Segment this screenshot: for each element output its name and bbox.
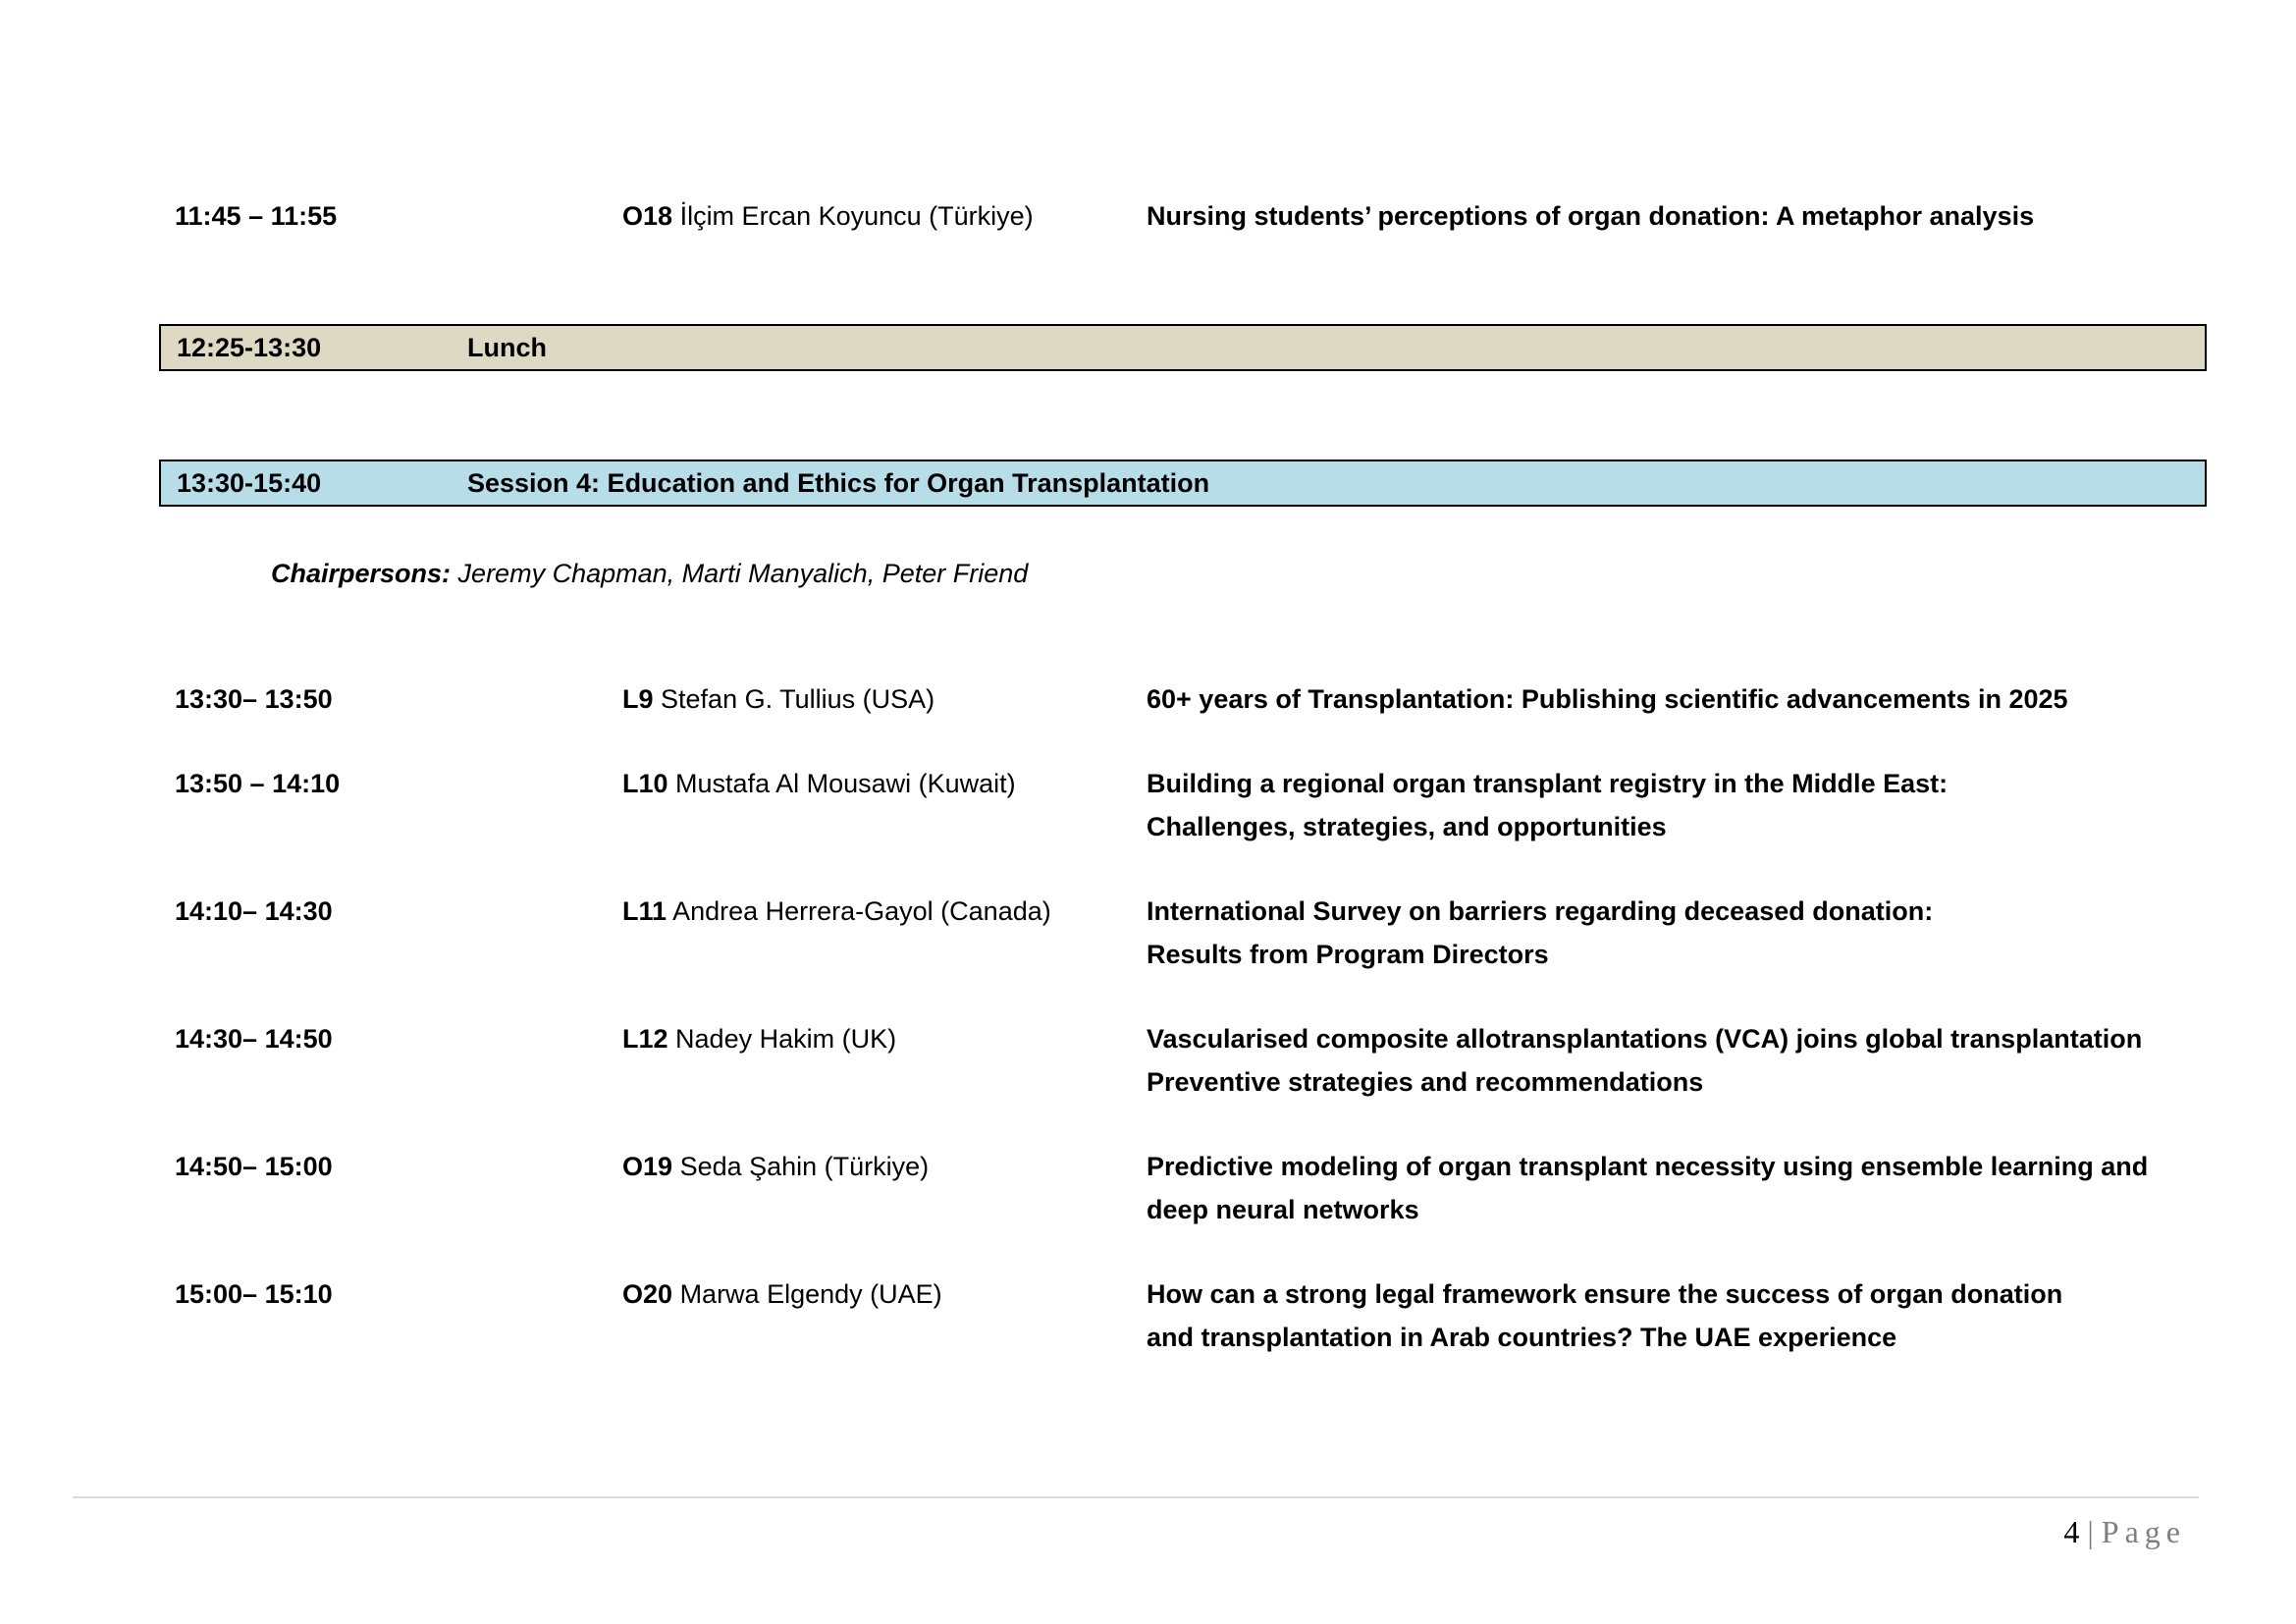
page-word: Page bbox=[2101, 1514, 2186, 1549]
item-speaker bbox=[622, 677, 934, 721]
presentation-code: O19 bbox=[622, 1152, 673, 1181]
speaker-name: Seda Şahin (Türkiye) bbox=[679, 1152, 930, 1181]
title-line: 60+ years of Transplantation: Publishing scientific advancements in 2025 bbox=[1147, 684, 2068, 714]
item-title bbox=[1147, 677, 2068, 721]
item-title bbox=[1147, 1272, 2062, 1359]
item-title bbox=[1147, 194, 2034, 238]
presentation-code: L11 bbox=[622, 896, 667, 926]
title-line: International Survey on barriers regarding deceased donation: bbox=[1147, 896, 1934, 926]
presentation-code: L9 bbox=[622, 684, 654, 714]
title-line: Nursing students’ perceptions of organ donation: A metaphor analysis bbox=[1147, 201, 2035, 231]
item-title bbox=[1147, 1017, 2142, 1104]
item-title bbox=[1147, 1145, 2148, 1231]
speaker-name: Stefan G. Tullius (USA) bbox=[661, 684, 935, 714]
item-time: 14:50– 15:00 bbox=[175, 1152, 333, 1181]
item-speaker bbox=[622, 1272, 942, 1316]
title-line: Building a regional organ transplant registry in the Middle East: bbox=[1147, 769, 1949, 798]
programme-item bbox=[0, 677, 2296, 721]
chairpersons-names: Jeremy Chapman, Marti Manyalich, Peter Friend bbox=[451, 559, 1029, 588]
speaker-name: İlçim Ercan Koyuncu (Türkiye) bbox=[679, 201, 1034, 231]
session-band bbox=[159, 460, 2207, 507]
chairpersons-label: Chairpersons: bbox=[271, 559, 452, 588]
page-number bbox=[2063, 1510, 2186, 1553]
chairpersons-line bbox=[271, 552, 1028, 595]
title-line: Vascularised composite allotransplantations (VCA) joins global transplantation bbox=[1147, 1024, 2143, 1054]
programme-item bbox=[0, 890, 2296, 969]
presentation-code: O20 bbox=[622, 1279, 673, 1309]
speaker-name: Mustafa Al Mousawi (Kuwait) bbox=[675, 769, 1016, 798]
speaker-name: Marwa Elgendy (UAE) bbox=[679, 1279, 942, 1309]
item-title bbox=[1147, 762, 1948, 848]
session-time: 13:30-15:40 bbox=[177, 468, 322, 498]
title-line: Results from Program Directors bbox=[1147, 940, 1549, 969]
title-line: How can a strong legal framework ensure the success of organ donation bbox=[1147, 1279, 2063, 1309]
programme-item bbox=[0, 1272, 2296, 1352]
lunch-label: Lunch bbox=[467, 333, 547, 362]
footer-divider bbox=[73, 1496, 2199, 1498]
item-speaker bbox=[622, 1017, 896, 1060]
item-speaker bbox=[622, 762, 1016, 805]
item-speaker bbox=[622, 194, 1034, 238]
page-number-value: 4 bbox=[2063, 1514, 2080, 1549]
item-time: 15:00– 15:10 bbox=[175, 1279, 333, 1309]
programme-item bbox=[0, 194, 2296, 238]
speaker-name: Andrea Herrera-Gayol (Canada) bbox=[672, 896, 1051, 926]
title-line: Preventive strategies and recommendations bbox=[1147, 1067, 1704, 1097]
page-separator: | bbox=[2087, 1514, 2094, 1549]
item-speaker bbox=[622, 1145, 929, 1188]
item-time: 14:10– 14:30 bbox=[175, 896, 333, 926]
item-time: 11:45 – 11:55 bbox=[175, 201, 338, 231]
item-title bbox=[1147, 890, 1933, 976]
speaker-name: Nadey Hakim (UK) bbox=[675, 1024, 897, 1054]
programme-item bbox=[0, 1017, 2296, 1097]
presentation-code: O18 bbox=[622, 201, 673, 231]
presentation-code: L10 bbox=[622, 769, 668, 798]
session-title: Session 4: Education and Ethics for Organ Transplantation bbox=[467, 468, 1210, 498]
presentation-code: L12 bbox=[622, 1024, 668, 1054]
lunch-band bbox=[159, 324, 2207, 371]
lunch-time: 12:25-13:30 bbox=[177, 333, 322, 362]
title-line: deep neural networks bbox=[1147, 1195, 1419, 1224]
item-time: 13:50 – 14:10 bbox=[175, 769, 341, 798]
title-line: and transplantation in Arab countries? The UAE experience bbox=[1147, 1323, 1897, 1352]
programme-item bbox=[0, 1145, 2296, 1224]
item-time: 14:30– 14:50 bbox=[175, 1024, 333, 1054]
title-line: Predictive modeling of organ transplant necessity using ensemble learning and bbox=[1147, 1152, 2149, 1181]
item-speaker bbox=[622, 890, 1051, 933]
programme-item bbox=[0, 762, 2296, 841]
item-time: 13:30– 13:50 bbox=[175, 684, 333, 714]
title-line: Challenges, strategies, and opportunities bbox=[1147, 812, 1667, 841]
